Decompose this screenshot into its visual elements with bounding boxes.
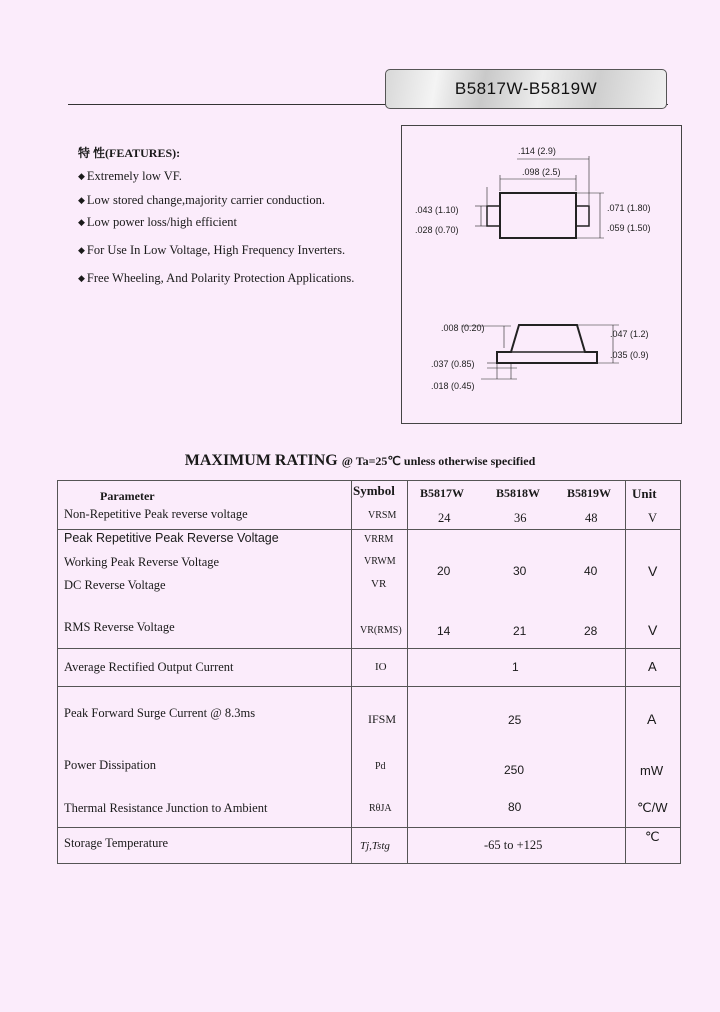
- symbol-vrsm: VRSM: [368, 510, 397, 521]
- param-vrrm: Peak Repetitive Peak Reverse Voltage: [64, 531, 279, 545]
- dim-lead-width-min: .028 (0.70): [415, 225, 459, 235]
- vrsm-b5819w: 48: [585, 511, 598, 525]
- dim-lead-width-max: .043 (1.10): [415, 205, 459, 215]
- tstg-value: -65 to +125: [484, 838, 543, 852]
- param-rth: Thermal Resistance Junction to Ambient: [64, 801, 268, 815]
- diamond-bullet-icon: ◆: [78, 273, 85, 283]
- symbol-vr: VR: [371, 578, 387, 590]
- dim-body-height-min: .059 (1.50): [607, 223, 651, 233]
- dim-body-height-max: .071 (1.80): [607, 203, 651, 213]
- feature-text: Extremely low VF.: [86, 169, 182, 183]
- rth-unit: ℃/W: [637, 800, 668, 815]
- vr-b5819w: 40: [584, 564, 598, 578]
- pd-unit: mW: [640, 763, 664, 778]
- vrsm-unit: V: [648, 511, 658, 525]
- symbol-vrms: VR(RMS): [360, 625, 402, 636]
- header-parameter: Parameter: [100, 489, 155, 503]
- symbol-vrwm: VRWM: [364, 556, 396, 567]
- header-b5817w: B5817W: [420, 486, 465, 500]
- diamond-bullet-icon: ◆: [78, 195, 85, 205]
- param-ifsm: Peak Forward Surge Current @ 8.3ms: [64, 706, 256, 720]
- header-symbol: Symbol: [353, 483, 395, 498]
- vr-unit: V: [648, 563, 658, 579]
- dim-lead-length-min: .018 (0.45): [431, 381, 475, 391]
- symbol-io: IO: [375, 661, 387, 673]
- vrms-b5817w: 14: [437, 624, 451, 638]
- features-heading: 特 性(FEATURES):: [78, 146, 181, 160]
- param-io: Average Rectified Output Current: [64, 660, 234, 674]
- dim-overall-width: .114 (2.9): [518, 146, 556, 156]
- param-vrsm: Non-Repetitive Peak reverse voltage: [64, 507, 248, 521]
- feature-text: Free Wheeling, And Polarity Protection Applications.: [86, 271, 355, 285]
- param-vrms: RMS Reverse Voltage: [64, 620, 175, 634]
- diamond-bullet-icon: ◆: [78, 217, 85, 227]
- vrsm-b5818w: 36: [514, 511, 527, 525]
- header-unit: Unit: [632, 486, 657, 501]
- ifsm-unit: A: [647, 711, 657, 727]
- vr-b5818w: 30: [513, 564, 527, 578]
- max-rating-heading: MAXIMUM RATING: [184, 452, 338, 469]
- vrms-b5819w: 28: [584, 624, 598, 638]
- param-vr: DC Reverse Voltage: [64, 578, 166, 592]
- param-pd: Power Dissipation: [64, 758, 157, 772]
- dim-height-min: .035 (0.9): [610, 350, 649, 360]
- ifsm-value: 25: [508, 713, 522, 727]
- vrms-unit: V: [648, 622, 658, 638]
- pd-value: 250: [504, 763, 525, 777]
- diamond-bullet-icon: ◆: [78, 171, 85, 181]
- part-title: B5817W-B5819W: [454, 79, 598, 98]
- feature-text: Low power loss/high efficient: [86, 215, 238, 229]
- max-rating-condition: @ Ta=25℃ unless otherwise specified: [341, 454, 536, 468]
- param-vrwm: Working Peak Reverse Voltage: [64, 555, 220, 569]
- dim-lead-length-max: .037 (0.85): [431, 359, 475, 369]
- dim-lead-thickness: .008 (0.20): [441, 323, 485, 333]
- dim-height-max: .047 (1.2): [610, 329, 649, 339]
- param-tstg: Storage Temperature: [64, 836, 169, 850]
- dim-body-width: .098 (2.5): [522, 167, 561, 177]
- feature-text: Low stored change,majority carrier conduction.: [86, 193, 326, 207]
- symbol-tstg: Tj,Tstg: [360, 840, 390, 852]
- tstg-unit: ℃: [645, 829, 660, 844]
- rth-value: 80: [508, 800, 522, 814]
- vr-b5817w: 20: [437, 564, 451, 578]
- vrms-b5818w: 21: [513, 624, 527, 638]
- io-unit: A: [648, 659, 657, 674]
- symbol-pd: Pd: [375, 761, 386, 772]
- io-value: 1: [512, 660, 519, 674]
- symbol-rth: RθJA: [369, 803, 392, 814]
- symbol-ifsm: IFSM: [368, 712, 397, 726]
- header-b5818w: B5818W: [496, 486, 541, 500]
- feature-text: For Use In Low Voltage, High Frequency Inverters.: [86, 243, 346, 257]
- header-b5819w: B5819W: [567, 486, 612, 500]
- diamond-bullet-icon: ◆: [78, 245, 85, 255]
- vrsm-b5817w: 24: [438, 511, 451, 525]
- symbol-vrrm: VRRM: [364, 534, 394, 545]
